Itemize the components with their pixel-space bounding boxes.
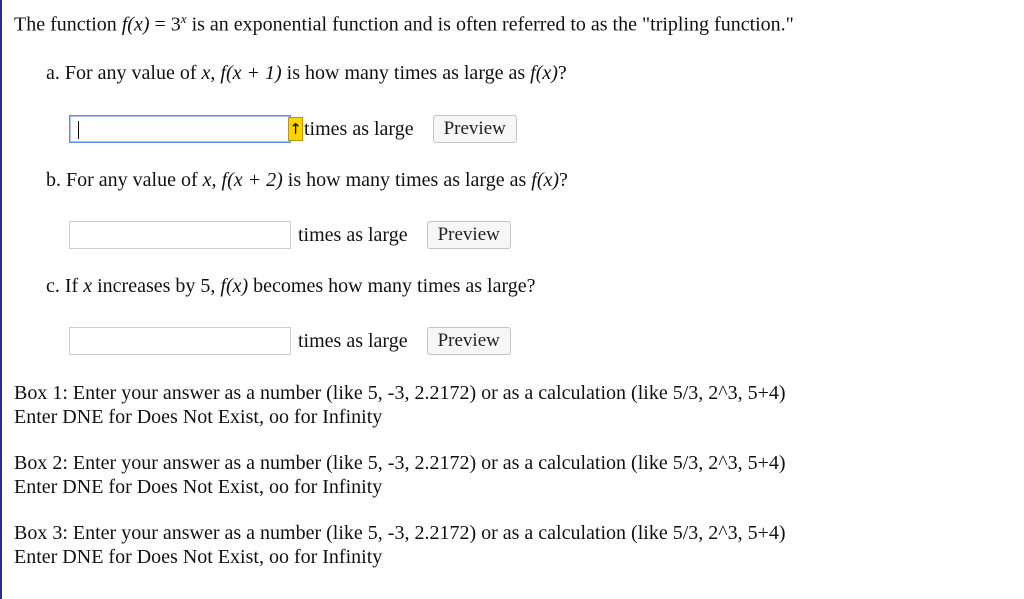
question-b [46, 169, 568, 192]
help-line-format: Box 1: Enter your answer as a number (like 5, -3, 2.2172) or as a calculation (like 5/3, 2^3, 5+4) [14, 382, 786, 404]
help-line-special: Enter DNE for Does Not Exist, oo for Infinity [14, 546, 383, 568]
question-label: a. [46, 62, 60, 84]
answer-box-3[interactable] [69, 327, 291, 355]
question-text: is how many times as large as [281, 62, 531, 84]
question-variable: x [202, 169, 212, 191]
left-border-rule [0, 0, 2, 599]
help-box-2 [14, 451, 786, 499]
intro-prefix: The function [14, 13, 122, 36]
question-expression: f(x) [220, 275, 249, 297]
question-expression: f(x) [530, 62, 558, 84]
problem-intro [14, 11, 794, 37]
question-expression: f(x + 1) [220, 62, 282, 84]
question-text: is how many times as large as [282, 169, 532, 191]
intro-exponent: x [180, 11, 187, 26]
answer-row-b [69, 220, 511, 250]
question-expression: f(x + 2) [221, 169, 283, 191]
answer-box-1-holder [69, 115, 302, 143]
question-variable: x [83, 275, 93, 297]
answer-row-c [69, 326, 511, 356]
intro-function: f(x) [121, 13, 150, 36]
preview-button-1[interactable]: Preview [433, 115, 517, 143]
question-text: For any value of [64, 62, 202, 84]
question-text: ? [557, 62, 567, 84]
question-text: For any value of [66, 169, 203, 191]
help-box-1 [14, 381, 786, 429]
help-line-format: Box 2: Enter your answer as a number (like 5, -3, 2.2172) or as a calculation (like 5/3, 2^3, 5+4) [14, 452, 786, 474]
question-text: If [64, 275, 84, 297]
preview-button-2[interactable]: Preview [427, 221, 511, 249]
answer-unit-2: times as large [298, 223, 408, 246]
help-box-3 [14, 521, 786, 569]
question-variable: x [201, 62, 211, 84]
answer-unit-1: times as large [304, 117, 414, 140]
answer-unit-3: times as large [298, 329, 408, 352]
help-line-special: Enter DNE for Does Not Exist, oo for Infinity [14, 476, 383, 498]
question-text: ? [559, 169, 568, 191]
question-label: c. [46, 275, 60, 297]
answer-row-a [69, 114, 517, 144]
question-text: , [210, 62, 221, 84]
intro-suffix: is an exponential function and is often referred to as the "tripling function." [186, 13, 794, 36]
question-expression: f(x) [531, 169, 560, 191]
question-text: becomes how many times as large? [248, 275, 536, 297]
answer-box-1[interactable] [69, 115, 291, 143]
help-line-format: Box 3: Enter your answer as a number (like 5, -3, 2.2172) or as a calculation (like 5/3, 2^3, 5+4) [14, 522, 786, 544]
question-a [46, 62, 567, 85]
answer-box-2[interactable] [69, 221, 291, 249]
question-text: increases by 5, [92, 275, 221, 297]
help-line-special: Enter DNE for Does Not Exist, oo for Infinity [14, 406, 383, 428]
question-text: , [211, 169, 222, 191]
preview-button-3[interactable]: Preview [427, 327, 511, 355]
question-c [46, 275, 536, 298]
up-arrow-icon[interactable]: ↑ [288, 117, 303, 141]
text-caret [78, 121, 79, 139]
question-label: b. [46, 169, 61, 191]
intro-base: 3 [170, 13, 181, 36]
intro-equals: = [149, 13, 171, 36]
